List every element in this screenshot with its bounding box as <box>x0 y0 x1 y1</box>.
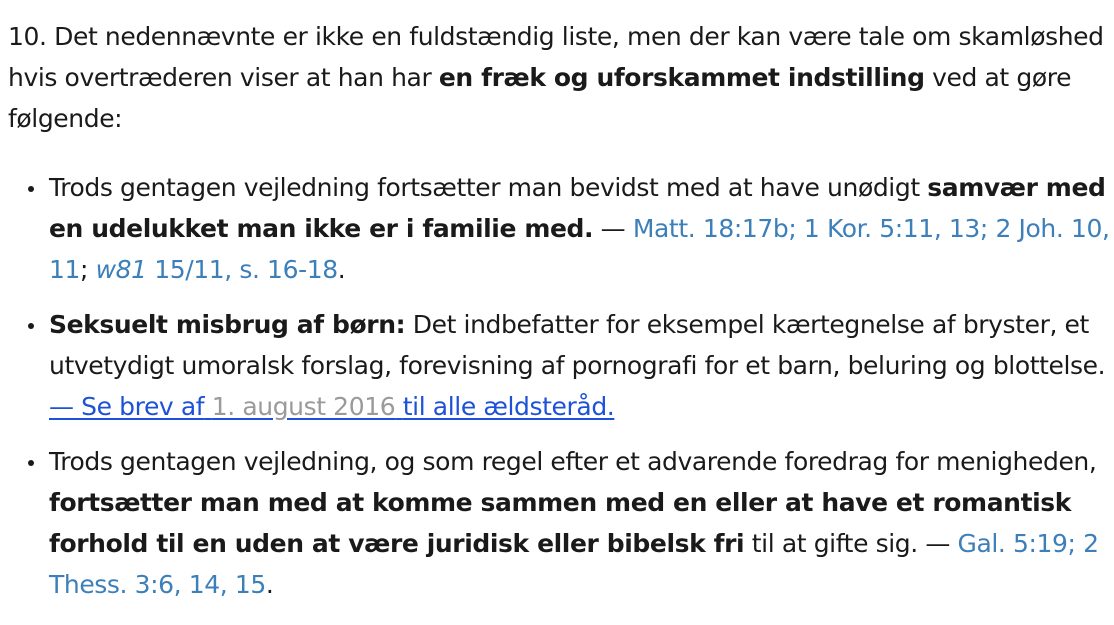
item-text: Det indbefatter for eksempel kærtegnelse af bryster, et utvetydigt umoralsk forslag, forevisning af pornografi for et barn, beluring og blottelse. <box>49 310 1106 380</box>
item-text: Trods gentagen vejledning fortsætter man bevidst med at have unødigt <box>49 173 920 202</box>
list-item <box>0 441 1110 605</box>
item-bold-text: Seksuelt misbrug af børn: <box>49 310 406 339</box>
item-text: Trods gentagen vejledning, og som regel efter et advarende foredrag for menigheden, <box>49 447 1097 476</box>
item-bold-text: samvær med en udelukket man ikke er i familie med. <box>49 173 1106 243</box>
letter-reference-link[interactable] <box>49 392 614 421</box>
item-end-punctuation: . <box>265 570 274 599</box>
em-dash: — <box>600 214 626 243</box>
scripture-reference-link[interactable]: Matt. 18:17b; 1 Kor. 5:11, 13; 2 Joh. 10, 11 <box>49 214 1110 284</box>
publication-abbreviation: w81 <box>95 255 147 284</box>
list-item <box>0 304 1110 427</box>
item-bold-text: fortsætter man med at komme sammen med en eller at have et romantisk forhold til en uden at være juridisk eller bibelsk fri <box>49 488 1071 558</box>
bullet-list <box>0 167 1110 619</box>
paragraph-number: 10. <box>8 22 47 51</box>
publication-reference-link[interactable] <box>96 255 338 284</box>
item-end-punctuation: . <box>337 255 346 284</box>
scripture-reference-link[interactable]: Gal. 5:19; 2 Thess. 3:6, 14, 15 <box>49 529 1099 599</box>
letter-link-text: — Se brev af <box>49 392 205 421</box>
letter-link-text-end: til alle ældsteråd. <box>402 392 615 421</box>
intro-paragraph <box>8 16 1108 139</box>
intro-text-end: ved at gøre følgende: <box>8 63 1072 133</box>
publication-issue: 15/11, s. 16-18 <box>154 255 338 284</box>
item-text-end: til at gifte sig. — <box>751 529 950 558</box>
letter-date: 1. august 2016 <box>211 392 396 421</box>
intro-bold-text: en fræk og uforskammet indstilling <box>438 63 925 92</box>
list-item <box>0 167 1110 290</box>
reference-separator: ; <box>80 255 89 284</box>
intro-text: Det nedennævnte er ikke en fuldstændig liste, men der kan være tale om skamløshed hvis overtræderen viser at han har <box>8 22 1104 92</box>
